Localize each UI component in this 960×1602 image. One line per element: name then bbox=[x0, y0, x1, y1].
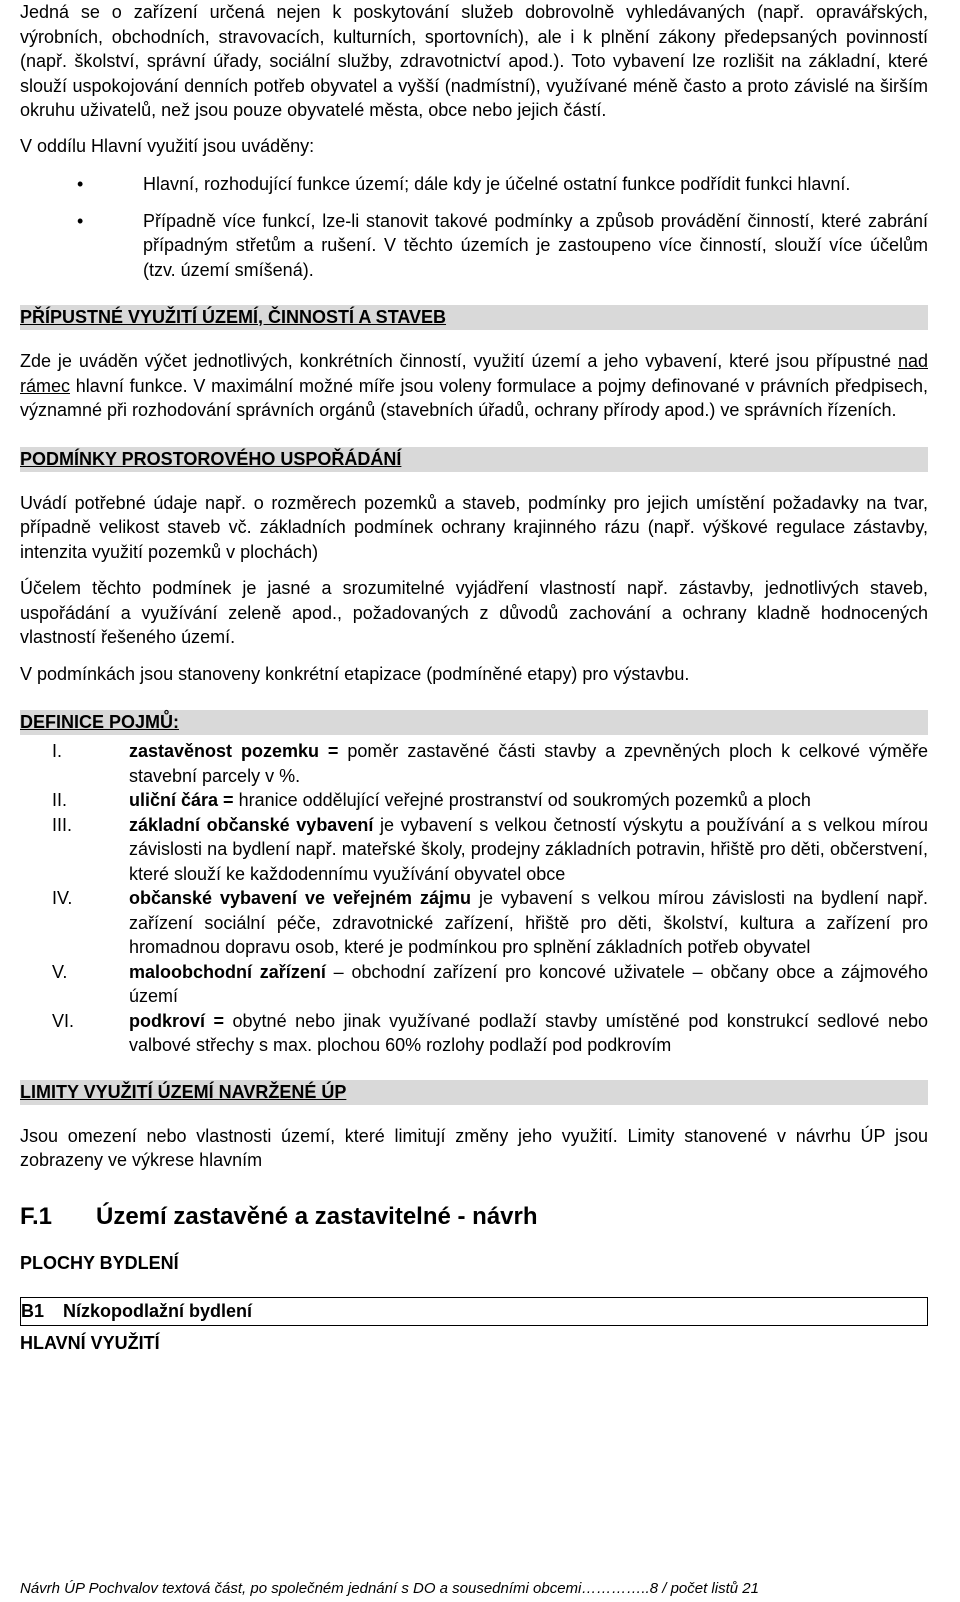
intro-paragraph: Jedná se o zařízení určená nejen k poskytování služeb dobrovolně vyhledávaných (např. opravářských, výrobních, obchodních, stravovacích, kulturních, sportovních), ale i k plnění zákony předepsaných povinností (např. školství, správní úřady, sociální služby, zdravotnictví apod.). Toto vybavení lze rozlišit na základní, které slouží uspokojování denních potřeb obyvatel a vyšší (nadmístní), využívané méně často a proto závislé na širším okruhu uživatelů, než jsou pouze obyvatelé města, obce nebo jejich částí. bbox=[20, 2, 928, 120]
b1-heading-box bbox=[20, 1297, 928, 1326]
f1-heading bbox=[20, 1201, 928, 1233]
f1-title: Území zastavěné a zastavitelné - návrh bbox=[96, 1202, 538, 1230]
definition-item: I. zastavěnost pozemku = poměr zastavěné části stavby a zpevněných ploch k celkové výměře stavební parcely v %. bbox=[52, 741, 928, 786]
definition-item: V. maloobchodní zařízení – obchodní zařízení pro koncové uživatele – občany obce a zájmového území bbox=[52, 961, 928, 1006]
definition-item: VI. podkroví = obytné nebo jinak využívané podlaží stavby umístěné pod konstrukcí sedlové nebo valbové střechy s max. plochou 60% rozlohy podlaží pod podkrovím bbox=[52, 1010, 928, 1055]
page-footer: Návrh ÚP Pochvalov textová část, po společném jednání s DO a sousedními obcemi…………..8 / počet listů 21 bbox=[20, 1580, 759, 1597]
definition-item: II. uliční čára = hranice oddělující veřejné prostranství od soukromých pozemků a ploch bbox=[52, 790, 811, 810]
intro-bullet-list bbox=[20, 172, 928, 282]
definition-item: III. základní občanské vybavení je vybavení s velkou četností výskytu a používání a s velkou mírou závislosti na bydlení např. mateřské školy, prodejny základních potravin, hřiště pro děti, občerstvení, které slouží ke každodennímu využívání obyvatel obce bbox=[52, 814, 928, 884]
bullet-icon: • bbox=[77, 210, 84, 231]
section-heading-podminky: PODMÍNKY PROSTOROVÉHO USPOŘÁDÁNÍ bbox=[20, 447, 928, 472]
podminky-paragraph-3: V podmínkách jsou stanoveny konkrétní etapizace (podmíněné etapy) pro výstavbu. bbox=[20, 663, 690, 684]
definition-item: IV. občanské vybavení ve veřejném zájmu je vybavení s velkou mírou závislosti na bydlení např. zařízení sociální péče, zdravotnické zařízení, hřiště pro děti, školství, kultura a zařízení pro hromadnou dopravu osob, které je podmínkou pro splnění základních potřeb obyvatel bbox=[52, 888, 929, 957]
intro-list-lead: V oddílu Hlavní využití jsou uváděny: bbox=[20, 135, 315, 156]
section-heading-definice: DEFINICE POJMŮ: bbox=[20, 710, 928, 735]
b1-title: Nízkopodlažní bydlení bbox=[63, 1301, 253, 1321]
document-page bbox=[20, 0, 928, 1356]
section-heading-pripustne: PŘÍPUSTNÉ VYUŽITÍ ÚZEMÍ, ČINNOSTÍ A STAVEB bbox=[20, 305, 928, 330]
definitions-list bbox=[20, 739, 928, 1058]
list-item: • Hlavní, rozhodující funkce území; dále kdy je účelné ostatní funkce podřídit funkci hlavní. bbox=[20, 172, 928, 197]
bullet-icon: • bbox=[77, 174, 84, 194]
limity-paragraph: Jsou omezení nebo vlastnosti území, které limitují změny jeho využití. Limity stanovené v návrhu ÚP jsou zobrazeny ve výkrese hlavním bbox=[20, 1125, 928, 1170]
list-item: • Případně více funkcí, lze-li stanovit takové podmínky a způsob provádění činností, které zabrání případným střetům a rušení. V těchto územích je zastoupeno více činností, slouží více účelům (tzv. území smíšená). bbox=[77, 210, 928, 280]
f1-number: F.1 bbox=[20, 1202, 53, 1230]
podminky-paragraph-1: Uvádí potřebné údaje např. o rozměrech pozemků a staveb, podmínky pro jejich umístění požadavky na tvar, případně velikost staveb vč. základních podmínek ochrany krajinného rázu (např. výškové regulace zástavby, intenzita využití pozemků v plochách) bbox=[20, 492, 928, 562]
hlavni-vyuziti-heading: HLAVNÍ VYUŽITÍ bbox=[20, 1333, 160, 1353]
pripustne-paragraph: Zde je uváděn výčet jednotlivých, konkrétních činností, využití území a jeho vybavení, které jsou přípustné nad rámec hlavní funkce. V maximální možné míře jsou voleny formulace a pojmy definované v právních předpisech, významné při rozhodování správních orgánů (stavebních úřadů, ochrany přírody apod.) ve správních řízeních. bbox=[20, 351, 928, 420]
podminky-paragraph-2: Účelem těchto podmínek je jasné a srozumitelné vyjádření vlastností např. zástavby, jednotlivých staveb, uspořádání a využívání zeleně apod., požadovaných z důvodů zachování a ochrany kladně hodnocených vlastností řešeného území. bbox=[20, 578, 928, 647]
section-heading-limity: LIMITY VYUŽITÍ ÚZEMÍ NAVRŽENÉ ÚP bbox=[20, 1080, 928, 1105]
plochy-bydleni-heading: PLOCHY BYDLENÍ bbox=[20, 1252, 179, 1273]
b1-code: B1 bbox=[21, 1301, 45, 1321]
